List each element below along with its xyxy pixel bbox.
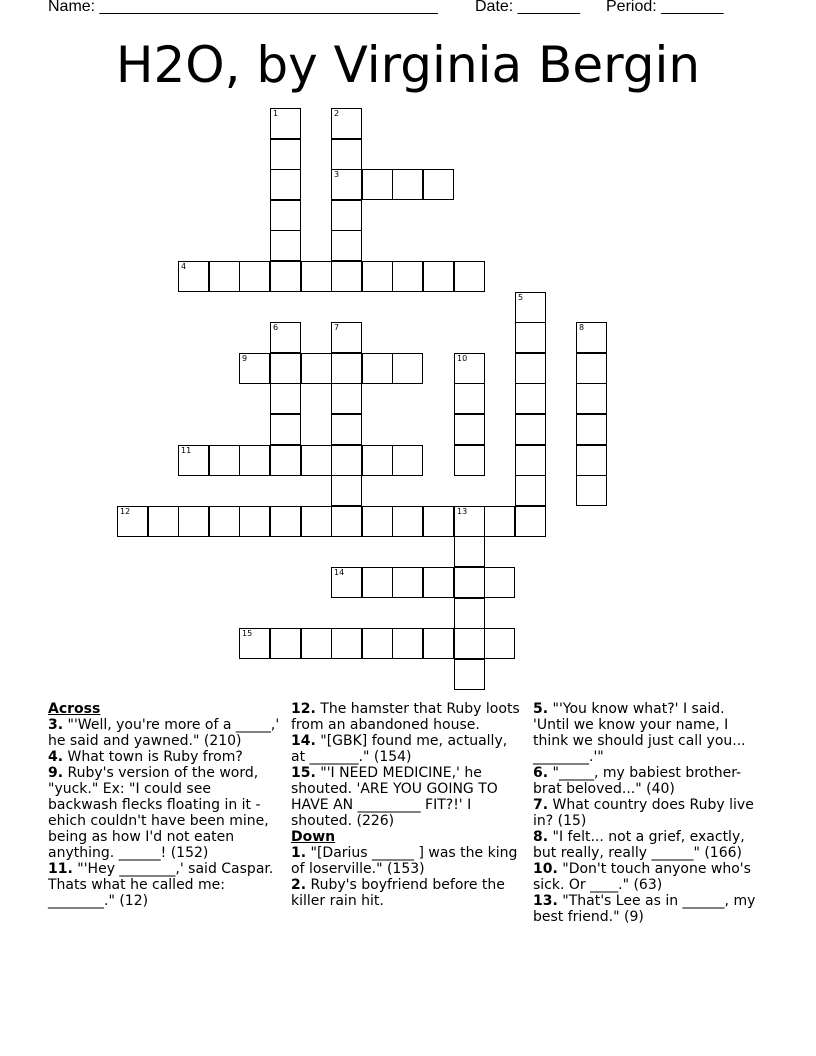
grid-cell[interactable] <box>423 261 454 292</box>
grid-cell[interactable] <box>454 353 485 384</box>
grid-cell[interactable] <box>392 445 423 476</box>
grid-cell[interactable] <box>392 506 423 537</box>
grid-cell[interactable] <box>362 353 393 384</box>
grid-cell[interactable] <box>178 506 209 537</box>
grid-cell[interactable] <box>423 567 454 598</box>
clue-item <box>48 717 280 749</box>
clue-text: Ruby's version of the word, "yuck." Ex: "I could see backwash flecks floating in it - ehich couldn't have been mine, being as how I'd not eaten anything. ______! (152) <box>48 765 269 861</box>
grid-cell[interactable] <box>423 506 454 537</box>
worksheet-header <box>0 0 816 20</box>
grid-cell[interactable] <box>576 322 607 353</box>
clue-number-label: 15 <box>242 629 253 638</box>
grid-cell[interactable] <box>239 445 270 476</box>
grid-cell[interactable] <box>270 414 301 445</box>
across-heading: Across <box>48 701 101 717</box>
clue-number: 14. <box>291 733 316 749</box>
grid-cell[interactable] <box>576 414 607 445</box>
clue-item <box>533 797 765 829</box>
grid-cell[interactable] <box>331 414 362 445</box>
clue-text: What country does Ruby live in? (15) <box>533 797 754 829</box>
clue-item <box>291 877 523 909</box>
clue-number: 4. <box>48 749 64 765</box>
clue-number: 1. <box>291 845 307 861</box>
clue-number-label: 6 <box>273 323 279 332</box>
clue-number-label: 9 <box>242 354 248 363</box>
grid-cell[interactable] <box>392 169 423 200</box>
clue-text: "[Darius ______ ] was the king of loserville." (153) <box>291 845 518 877</box>
clue-item <box>533 701 765 765</box>
clue-text: Ruby's boyfriend before the killer rain hit. <box>291 877 505 909</box>
clue-text: "I felt... not a grief, exactly, but really, really ______" (166) <box>533 829 745 861</box>
clue-number: 11. <box>48 861 73 877</box>
grid-cell[interactable] <box>362 628 393 659</box>
clue-number: 6. <box>533 765 549 781</box>
grid-cell[interactable] <box>454 261 485 292</box>
clue-number: 9. <box>48 765 64 781</box>
clue-item <box>533 861 765 893</box>
grid-cell[interactable] <box>576 445 607 476</box>
clue-number-label: 2 <box>334 109 340 118</box>
period-field-label[interactable]: Period: _______ <box>606 0 724 15</box>
grid-cell[interactable] <box>239 353 270 384</box>
clue-column-3 <box>533 701 765 925</box>
grid-cell[interactable] <box>239 506 270 537</box>
clue-text: What town is Ruby from? <box>67 749 243 765</box>
grid-cell[interactable] <box>515 292 546 323</box>
grid-cell[interactable] <box>576 353 607 384</box>
grid-cell[interactable] <box>331 108 362 139</box>
grid-cell[interactable] <box>301 506 332 537</box>
grid-cell[interactable] <box>454 598 485 629</box>
grid-cell[interactable] <box>331 230 362 261</box>
clue-number-label: 14 <box>334 568 345 577</box>
puzzle-title: H2O, by Virginia Bergin <box>115 36 701 94</box>
clue-number-label: 12 <box>120 507 131 516</box>
grid-cell[interactable] <box>301 628 332 659</box>
clue-text: "[GBK] found me, actually, at _______." (154) <box>291 733 508 765</box>
grid-cell[interactable] <box>454 506 485 537</box>
grid-cell[interactable] <box>392 353 423 384</box>
grid-cell[interactable] <box>515 383 546 414</box>
clue-number: 2. <box>291 877 307 893</box>
grid-cell[interactable] <box>331 322 362 353</box>
grid-cell[interactable] <box>515 322 546 353</box>
grid-cell[interactable] <box>178 261 209 292</box>
grid-cell[interactable] <box>331 567 362 598</box>
clue-text: "'Hey ________,' said Caspar. Thats what he called me: ________." (12) <box>48 861 274 909</box>
grid-cell[interactable] <box>270 628 301 659</box>
grid-cell[interactable] <box>576 383 607 414</box>
grid-cell[interactable] <box>270 445 301 476</box>
grid-cell[interactable] <box>301 353 332 384</box>
grid-cell[interactable] <box>270 322 301 353</box>
grid-cell[interactable] <box>362 261 393 292</box>
clue-number: 13. <box>533 893 558 909</box>
clue-column-1 <box>48 701 280 909</box>
grid-cell[interactable] <box>239 628 270 659</box>
clue-number: 3. <box>48 717 64 733</box>
date-field-label[interactable]: Date: _______ <box>475 0 580 15</box>
grid-cell[interactable] <box>362 506 393 537</box>
clue-item <box>291 733 523 765</box>
grid-cell[interactable] <box>270 261 301 292</box>
grid-cell[interactable] <box>331 200 362 231</box>
grid-cell[interactable] <box>423 169 454 200</box>
grid-cell[interactable] <box>270 353 301 384</box>
clue-item <box>291 845 523 877</box>
grid-cell[interactable] <box>209 506 240 537</box>
grid-cell[interactable] <box>423 628 454 659</box>
clue-text: "Don't touch anyone who's sick. Or ____." (63) <box>533 861 751 893</box>
grid-cell[interactable] <box>454 383 485 414</box>
clue-item <box>291 701 523 733</box>
clue-number-label: 10 <box>457 354 468 363</box>
clue-number: 5. <box>533 701 549 717</box>
grid-cell[interactable] <box>454 414 485 445</box>
clue-item <box>48 749 280 765</box>
grid-cell[interactable] <box>331 353 362 384</box>
grid-cell[interactable] <box>454 628 485 659</box>
grid-cell[interactable] <box>515 475 546 506</box>
grid-cell[interactable] <box>270 108 301 139</box>
clue-number-label: 8 <box>579 323 585 332</box>
grid-cell[interactable] <box>484 567 515 598</box>
clue-number-label: 3 <box>334 170 340 179</box>
clue-number-label: 11 <box>181 446 192 455</box>
clue-number: 8. <box>533 829 549 845</box>
grid-cell[interactable] <box>270 506 301 537</box>
grid-cell[interactable] <box>515 414 546 445</box>
grid-cell[interactable] <box>454 659 485 690</box>
clue-number-label: 7 <box>334 323 340 332</box>
grid-cell[interactable] <box>209 445 240 476</box>
grid-cell[interactable] <box>209 261 240 292</box>
grid-cell[interactable] <box>454 536 485 567</box>
grid-cell[interactable] <box>454 567 485 598</box>
grid-cell[interactable] <box>117 506 148 537</box>
grid-cell[interactable] <box>515 506 546 537</box>
clue-number: 10. <box>533 861 558 877</box>
grid-cell[interactable] <box>454 445 485 476</box>
clue-text: "'You know what?' I said. 'Until we know your name, I think we should just call you... ________.'" <box>533 701 746 765</box>
grid-cell[interactable] <box>331 445 362 476</box>
grid-cell[interactable] <box>270 230 301 261</box>
grid-cell[interactable] <box>331 383 362 414</box>
grid-cell[interactable] <box>331 261 362 292</box>
grid-cell[interactable] <box>301 445 332 476</box>
grid-cell[interactable] <box>270 200 301 231</box>
clue-number-label: 1 <box>273 109 279 118</box>
clue-item <box>291 765 523 829</box>
grid-cell[interactable] <box>270 169 301 200</box>
grid-cell[interactable] <box>484 628 515 659</box>
grid-cell[interactable] <box>515 353 546 384</box>
clue-number: 7. <box>533 797 549 813</box>
clue-text: "That's Lee as in ______, my best friend." (9) <box>533 893 756 925</box>
clue-number: 12. <box>291 701 316 717</box>
grid-cell[interactable] <box>239 261 270 292</box>
grid-cell[interactable] <box>331 475 362 506</box>
down-heading: Down <box>291 829 336 845</box>
grid-cell[interactable] <box>515 445 546 476</box>
grid-cell[interactable] <box>362 445 393 476</box>
clue-text: "'Well, you're more of a _____,' he said and yawned." (210) <box>48 717 280 749</box>
grid-cell[interactable] <box>331 169 362 200</box>
clue-item <box>48 861 280 909</box>
grid-cell[interactable] <box>178 445 209 476</box>
clue-number: 15. <box>291 765 316 781</box>
clue-item <box>533 829 765 861</box>
clue-item <box>533 765 765 797</box>
clue-number-label: 5 <box>518 293 524 302</box>
grid-cell[interactable] <box>392 261 423 292</box>
grid-cell[interactable] <box>331 139 362 170</box>
name-field-label[interactable]: Name: ______________________________________ <box>48 0 438 15</box>
grid-cell[interactable] <box>301 261 332 292</box>
clue-number-label: 13 <box>457 507 468 516</box>
grid-cell[interactable] <box>331 628 362 659</box>
grid-cell[interactable] <box>392 628 423 659</box>
clue-number-label: 4 <box>181 262 187 271</box>
clue-item <box>48 765 280 861</box>
grid-cell[interactable] <box>362 169 393 200</box>
grid-cell[interactable] <box>148 506 179 537</box>
clue-text: "'I NEED MEDICINE,' he shouted. 'ARE YOU GOING TO HAVE AN _________ FIT?!' I shouted. (226) <box>291 765 498 829</box>
grid-cell[interactable] <box>484 506 515 537</box>
grid-cell[interactable] <box>270 139 301 170</box>
grid-cell[interactable] <box>270 383 301 414</box>
clue-column-2 <box>291 701 523 909</box>
grid-cell[interactable] <box>392 567 423 598</box>
grid-cell[interactable] <box>331 506 362 537</box>
clue-text: "_____, my babiest brother-brat beloved..." (40) <box>533 765 742 797</box>
clue-text: The hamster that Ruby loots from an abandoned house. <box>291 701 520 733</box>
grid-cell[interactable] <box>362 567 393 598</box>
grid-cell[interactable] <box>576 475 607 506</box>
clue-item <box>533 893 765 925</box>
